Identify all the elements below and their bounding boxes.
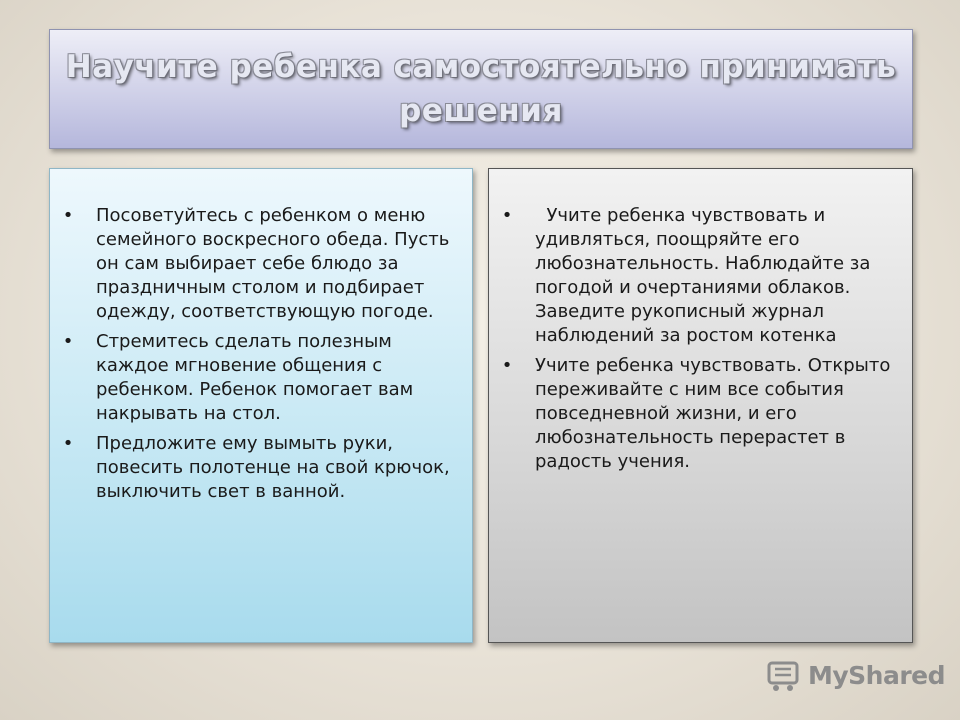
watermark-text: MyShared xyxy=(808,660,946,690)
list-item xyxy=(489,354,912,474)
slide-title-line1: Научите ребенка самостоятельно принимать xyxy=(65,49,897,85)
list-item xyxy=(50,432,472,504)
bullet-icon: • xyxy=(62,205,74,226)
title-box xyxy=(49,29,913,149)
right-bullet-list xyxy=(489,204,912,480)
list-item-text: Стремитесь сделать полезным каждое мгновение общения с ребенком. Ребенок помогает вам накрывать на стол. xyxy=(96,331,414,424)
bullet-icon: • xyxy=(501,355,513,376)
slide-title xyxy=(66,45,897,133)
list-item xyxy=(50,204,472,324)
myshared-watermark xyxy=(766,655,945,695)
list-item xyxy=(489,204,912,348)
list-item xyxy=(50,330,472,426)
left-bullet-list xyxy=(50,204,472,510)
left-panel xyxy=(49,168,473,643)
bullet-icon: • xyxy=(501,205,513,226)
cart-icon xyxy=(766,657,802,693)
right-panel xyxy=(488,168,913,643)
bullet-icon: • xyxy=(62,433,74,454)
list-item-text: Учите ребенка чувствовать. Открыто переживайте с ним все события повседневной жизни, и его любознательность перерастет в радость учения. xyxy=(535,355,891,472)
list-item-text: Посоветуйтесь с ребенком о меню семейного воскресного обеда. Пусть он сам выбирает себе блюдо за праздничным столом и подбирает одежду, соответствующую погоде. xyxy=(96,205,450,322)
list-item-text: Учите ребенка чувствовать и удивляться, поощряйте его любознательность. Наблюдайте за погодой и очертаниями облаков. Заведите рукописный журнал наблюдений за ростом котенка xyxy=(535,205,877,346)
bullet-icon: • xyxy=(62,331,74,352)
list-item-text: Предложите ему вымыть руки, повесить полотенце на свой крючок, выключить свет в ванной. xyxy=(96,433,450,502)
slide-title-line2: решения xyxy=(399,93,563,129)
